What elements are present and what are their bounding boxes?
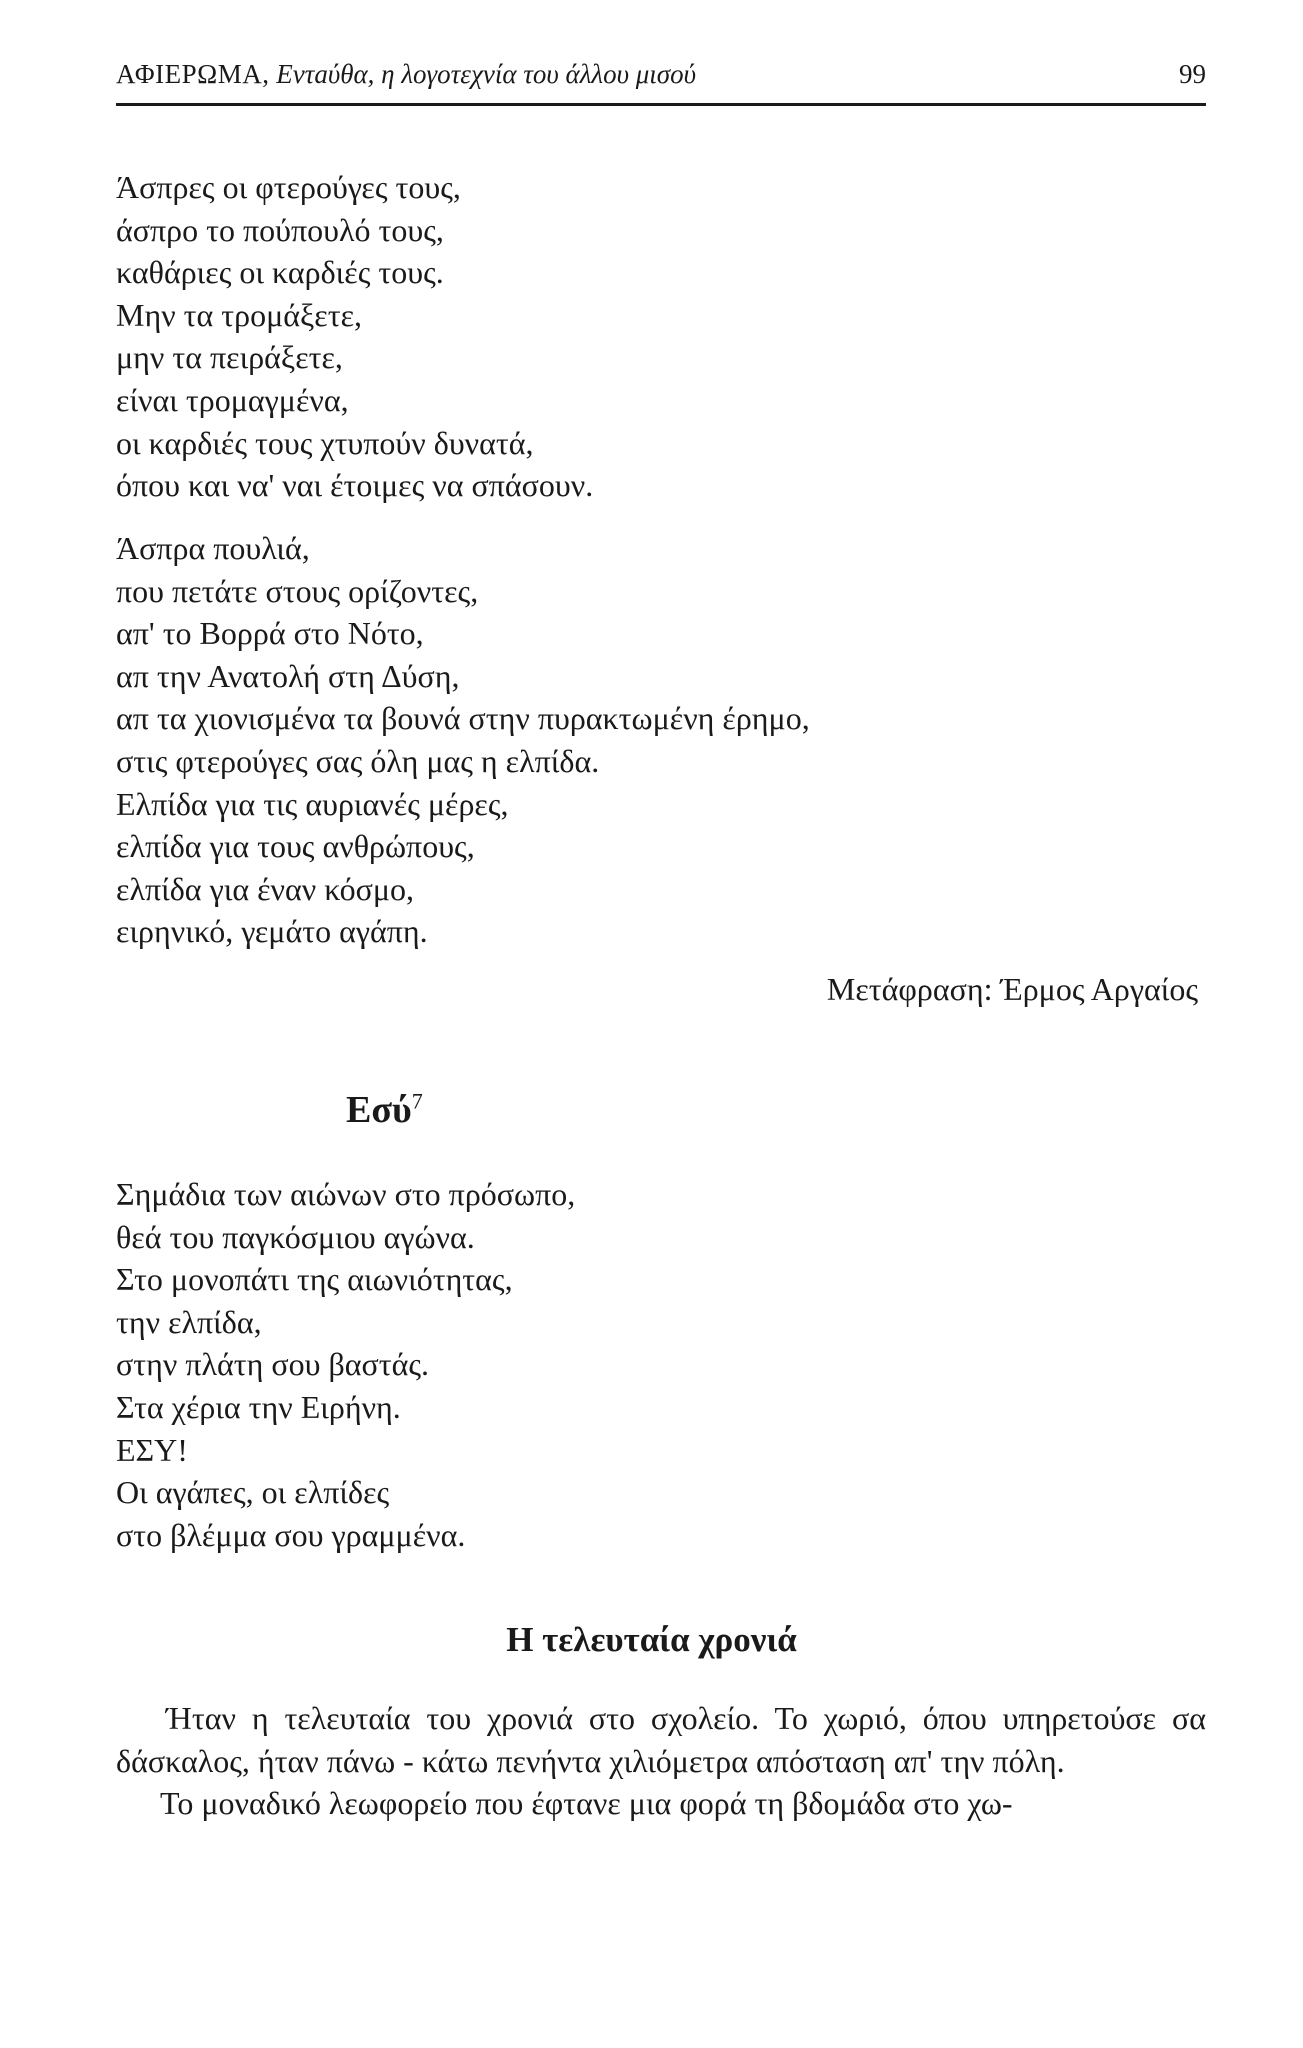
poem-line: Στο μονοπάτι της αιωνιότητας, <box>116 1261 513 1298</box>
poem2-lines <box>116 1173 575 1556</box>
poem-line: όπου και να' ναι έτοιμες να σπάσουν. <box>116 467 594 504</box>
story-title: Η τελευταία χρονιά <box>506 1620 797 1659</box>
poem-line: καθάριες οι καρδιές τους. <box>116 254 444 291</box>
poem-line: στο βλέμμα σου γραμμένα. <box>116 1516 466 1553</box>
poem-line: Άσπρα πουλιά, <box>116 530 310 566</box>
poem-title <box>346 1087 423 1133</box>
poem-line: απ τα χιονισμένα τα βουνά στην πυρακτωμένη έρημο, <box>116 700 810 737</box>
poem-line: ελπίδα για έναν κόσμο, <box>116 870 415 907</box>
poem-line: που πετάτε στους ορίζοντες, <box>116 572 479 609</box>
paragraph: Το μοναδικό λεωφορείο που έφτανε μια φορά τη βδομάδα στο χω- <box>160 1785 1013 1822</box>
poem-line: ειρηνικό, γεμάτο αγάπη. <box>116 913 428 950</box>
poem-line: απ την Ανατολή στη Δύση, <box>116 657 460 694</box>
poem1-stanza2 <box>116 527 810 953</box>
poem-line: είναι τρομαγμένα, <box>116 381 349 418</box>
poem-line: Σημάδια των αιώνων στο πρόσωπο, <box>116 1176 576 1212</box>
header-section: ΑΦΙΕΡΩΜΑ, <box>116 59 270 89</box>
header-subtitle: Εντaύθα, η λογοτεχνία του άλλου μισού <box>276 59 697 89</box>
paragraph: Ήταν η τελευταία του χρονιά στο σχολείο. Το χωριό, όπου υπηρετούσε σα δάσκαλος, ήταν πάνω - κάτω πενήντα χιλιόμετρα απόσταση απ' την πόλη. <box>116 1700 1206 1779</box>
poem-line: άσπρο το πούπουλό τους, <box>116 211 444 248</box>
poem-line: Ελπίδα για τις αυριανές μέρες, <box>116 785 509 822</box>
poem-line: μην τα πειράξετε, <box>116 339 343 376</box>
story-body <box>116 1697 1206 1825</box>
translation-credit: Μετάφραση: Έρμος Αργαίος <box>826 971 1198 1007</box>
poem-line: Άσπρες οι φτερούγες τους, <box>116 169 461 205</box>
poem-line: ελπίδα για τους ανθρώπους, <box>116 828 475 865</box>
poem-line: θεά του παγκόσμιου αγώνα. <box>116 1218 475 1255</box>
poem-line: στις φτερούγες σας όλη μας η ελπίδα. <box>116 742 600 779</box>
poem-line: Στα χέρια την Ειρήνη. <box>116 1388 401 1425</box>
poem-line: ΕΣΥ! <box>116 1431 188 1468</box>
poem-title-text: Εσύ <box>346 1089 412 1131</box>
page-number: 99 <box>1179 59 1206 89</box>
footnote-mark: 7 <box>411 1088 423 1114</box>
poem-line: οι καρδιές τους χτυπούν δυνατά, <box>116 424 534 461</box>
poem-line: Οι αγάπες, οι ελπίδες <box>116 1474 390 1511</box>
poem-line: στην πλάτη σου βαστάς. <box>116 1346 430 1383</box>
header-rule <box>116 103 1206 106</box>
poem-line: την ελπίδα, <box>116 1303 262 1340</box>
running-header <box>116 52 1206 96</box>
poem-line: απ' το Βορρά στο Νότο, <box>116 615 424 652</box>
poem-line: Μην τα τρομάξετε, <box>116 296 363 333</box>
poem1-stanza1 <box>116 166 593 507</box>
